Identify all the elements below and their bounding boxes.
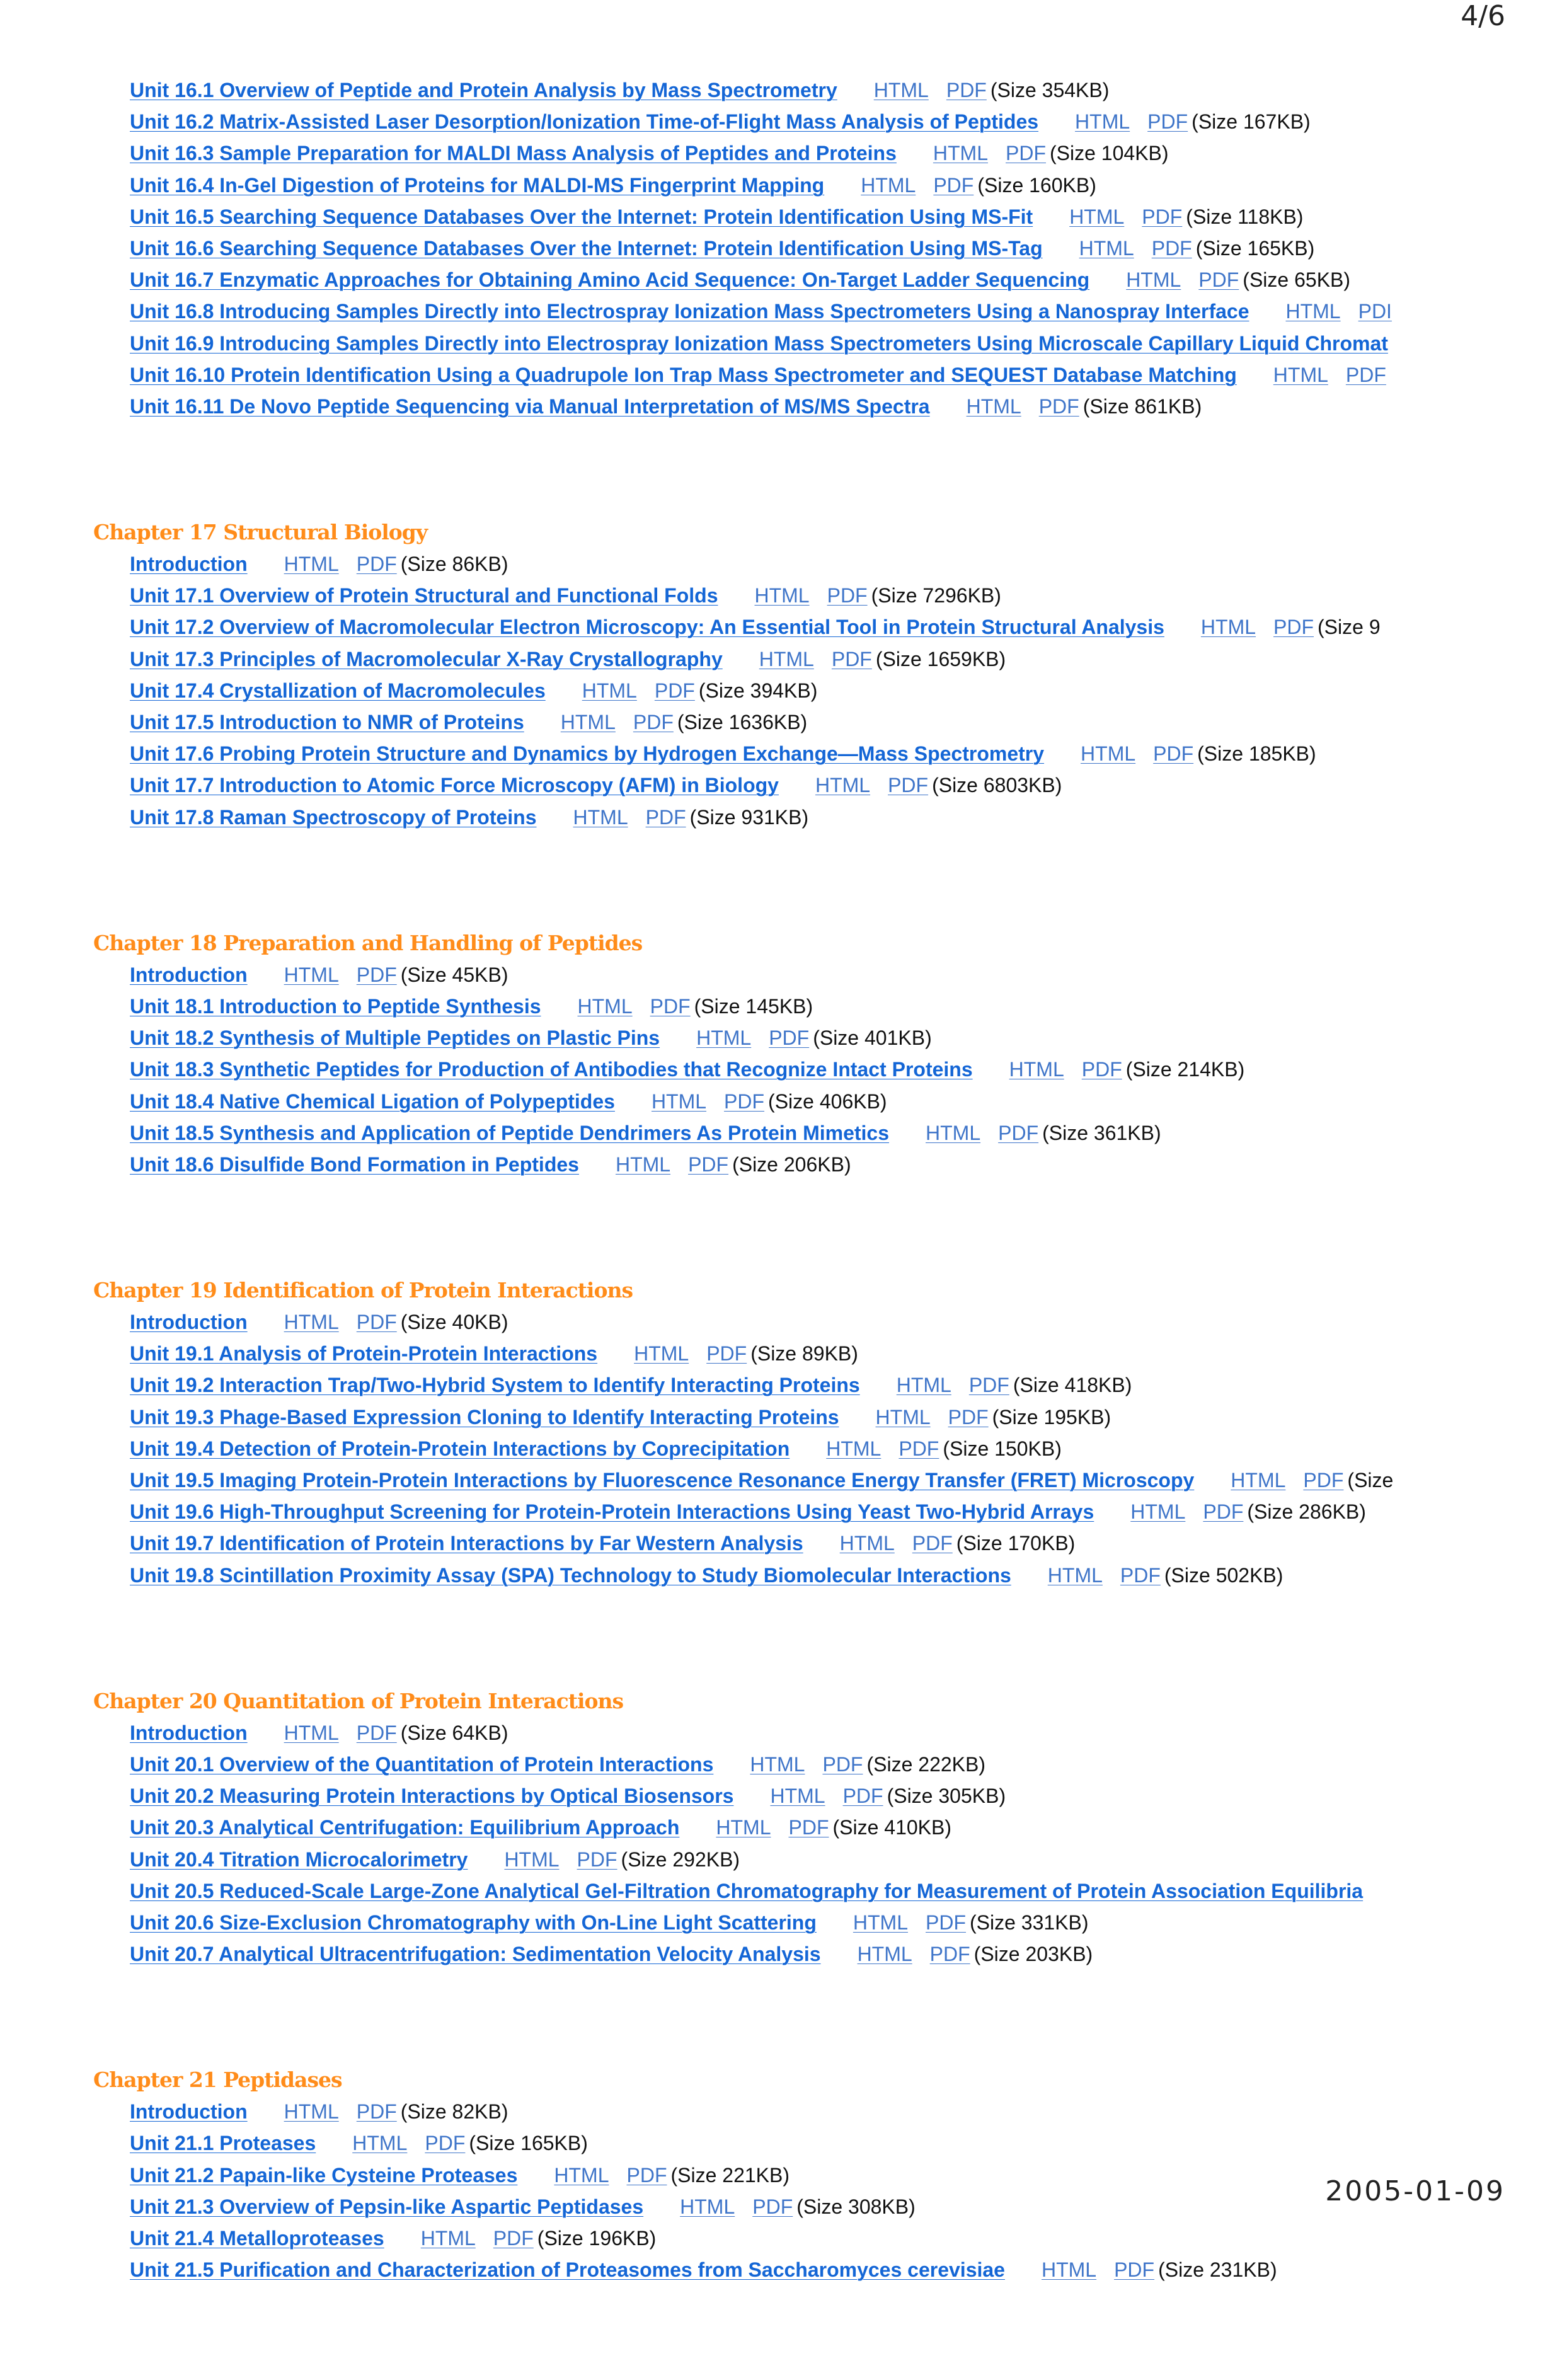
unit-title-link[interactable]: Unit 16.11 De Novo Peptide Sequencing via Manual Interpretation of MS/MS Spectra	[130, 394, 930, 418]
unit-row	[130, 170, 1498, 201]
unit-title-link[interactable]: Introduction	[130, 2100, 248, 2124]
unit-title-link[interactable]: Introduction	[130, 553, 248, 576]
pdf-link[interactable]: PDF	[842, 1785, 883, 1808]
pdf-link[interactable]: PDF	[1142, 205, 1183, 228]
unit-title-link[interactable]: Unit 16.10 Protein Identification Using a Quadrupole Ion Trap Mass Spectrometer and SEQUEST Database Matching	[130, 363, 1237, 386]
unit-title-link[interactable]: Unit 21.1 Proteases	[130, 2132, 316, 2155]
unit-row	[130, 2159, 1498, 2191]
unit-row	[130, 1907, 1498, 1938]
unit-row	[130, 201, 1498, 233]
unit-row	[130, 328, 1498, 359]
html-link[interactable]: HTML	[615, 1153, 671, 1176]
pdf-link[interactable]: PDF	[645, 805, 686, 829]
chapter-section	[93, 1686, 1498, 1970]
pdf-link[interactable]: PDF	[654, 679, 695, 702]
unit-row	[130, 1560, 1498, 1591]
unit-title-link[interactable]: Introduction	[130, 963, 248, 986]
file-size: (Size 354KB)	[990, 79, 1110, 101]
unit-row	[130, 391, 1498, 422]
file-size: (Size 145KB)	[694, 994, 813, 1018]
file-size: (Size 394KB)	[698, 679, 818, 702]
pdf-link[interactable]: PDF	[831, 647, 872, 670]
unit-title-link[interactable]: Unit 17.6 Probing Protein Structure and Dynamics by Hydrogen Exchange—Mass Spectrometry	[130, 742, 1045, 766]
unit-row	[130, 1780, 1498, 1812]
unit-row	[130, 769, 1498, 801]
unit-row	[130, 548, 1498, 580]
pdf-link[interactable]: PDF	[1038, 394, 1079, 418]
unit-row	[130, 2127, 1498, 2159]
chapter-title: Chapter 21 Peptidases	[93, 2067, 342, 2093]
unit-title-link[interactable]: Unit 19.3 Phage-Based Expression Cloning to Identify Interacting Proteins	[130, 1405, 839, 1429]
file-size: (Size 1659KB)	[875, 647, 1006, 670]
html-link[interactable]: HTML	[651, 1089, 707, 1113]
html-link[interactable]: HTML	[853, 1911, 908, 1934]
chapter-section	[93, 74, 1498, 422]
unit-title-link[interactable]: Unit 20.7 Analytical Ultracentrifugation: Sedimentation Velocity Analysis	[130, 1943, 821, 1966]
pdf-link[interactable]: PDF	[650, 994, 691, 1018]
html-link[interactable]: HTML	[926, 1121, 981, 1144]
html-link[interactable]: HTML	[1081, 742, 1136, 766]
html-link[interactable]: HTML	[896, 1374, 951, 1397]
unit-title-link[interactable]: Unit 16.5 Searching Sequence Databases Over the Internet: Protein Identification Using MS-Fit	[130, 205, 1033, 228]
html-link[interactable]: HTML	[284, 963, 339, 986]
html-link[interactable]: HTML	[1047, 1563, 1103, 1587]
unit-title-link[interactable]: Unit 19.2 Interaction Trap/Two-Hybrid System to Identify Interacting Proteins	[130, 1374, 860, 1397]
file-size: (Size 231KB)	[1158, 2258, 1277, 2282]
unit-title-link[interactable]: Unit 20.6 Size-Exclusion Chromatography with On-Line Light Scattering	[130, 1911, 817, 1934]
unit-title-link[interactable]: Unit 18.4 Native Chemical Ligation of Polypeptides	[130, 1089, 615, 1113]
html-link[interactable]: HTML	[754, 584, 810, 607]
file-size: (Size 292KB)	[621, 1848, 740, 1871]
chapter-section	[93, 2064, 1498, 2285]
unit-title-link[interactable]: Unit 20.4 Titration Microcalorimetry	[130, 1848, 468, 1871]
unit-row	[130, 296, 1498, 327]
file-size: (Size 931KB)	[689, 805, 809, 829]
unit-title-link[interactable]: Unit 19.7 Identification of Protein Interactions by Far Western Analysis	[130, 1532, 803, 1555]
unit-title-link[interactable]: Unit 19.8 Scintillation Proximity Assay (SPA) Technology to Study Biomolecular Interactions	[130, 1563, 1011, 1587]
pdf-link[interactable]: PDF	[425, 2132, 466, 2155]
pdf-link[interactable]: PDF	[493, 2227, 534, 2250]
pdf-link[interactable]: PDF	[1203, 1500, 1244, 1524]
file-size: (Size 165KB)	[469, 2132, 588, 2155]
chapter-section	[93, 1275, 1498, 1591]
unit-row	[130, 2191, 1498, 2222]
unit-title-link[interactable]: Unit 17.4 Crystallization of Macromolecules	[130, 679, 546, 702]
unit-title-link[interactable]: Unit 17.5 Introduction to NMR of Proteins	[130, 711, 524, 733]
unit-row	[130, 1496, 1498, 1527]
pdf-link[interactable]: PDF	[724, 1089, 765, 1113]
unit-title-link[interactable]: Unit 20.5 Reduced-Scale Large-Zone Analytical Gel-Filtration Chromatography for Measurement of Protein Association Equilibria	[130, 1879, 1364, 1902]
unit-title-link[interactable]: Unit 16.7 Enzymatic Approaches for Obtaining Amino Acid Sequence: On-Target Ladder Sequencing	[130, 268, 1090, 292]
pdf-link[interactable]: PDF	[933, 173, 974, 197]
file-size: (Size 65KB)	[1243, 268, 1351, 292]
unit-title-link[interactable]: Unit 16.3 Sample Preparation for MALDI Mass Analysis of Peptides and Proteins	[130, 142, 897, 165]
unit-row	[130, 1401, 1498, 1433]
html-link[interactable]: HTML	[352, 2132, 408, 2155]
print-date: 2005-01-09	[1325, 2175, 1505, 2207]
html-link[interactable]: HTML	[1273, 363, 1328, 386]
unit-title-link[interactable]: Unit 16.2 Matrix-Assisted Laser Desorption/Ionization Time-of-Flight Mass Analysis of Peptides	[130, 110, 1039, 134]
file-size: (Size 165KB)	[1195, 236, 1315, 260]
file-size: (Size 222KB)	[866, 1752, 985, 1776]
html-link[interactable]: HTML	[861, 173, 916, 197]
unit-title-link[interactable]: Unit 19.6 High-Throughput Screening for Protein-Protein Interactions Using Yeast Two-Hybrid Arrays	[130, 1500, 1094, 1524]
html-link[interactable]: HTML	[420, 2227, 476, 2250]
pdf-link[interactable]: PDF	[899, 1437, 939, 1460]
html-link[interactable]: HTML	[284, 553, 339, 576]
unit-title-link[interactable]: Unit 19.5 Imaging Protein-Protein Interactions by Fluorescence Resonance Energy Transfer (FRET) Microscopy	[130, 1469, 1195, 1492]
pdf-link[interactable]: PDF	[1345, 363, 1386, 386]
unit-list	[93, 74, 1498, 422]
unit-row	[130, 991, 1498, 1022]
unit-row	[130, 1749, 1498, 1780]
pdf-link[interactable]: PDF	[356, 1721, 397, 1744]
unit-list	[93, 2096, 1498, 2285]
unit-title-link[interactable]: Unit 16.9 Introducing Samples Directly into Electrospray Ionization Mass Spectrometers Using Microscale Capillary Liquid Chromat	[130, 331, 1388, 355]
html-link[interactable]: HTML	[815, 774, 871, 797]
unit-row	[130, 611, 1498, 643]
pdf-link[interactable]: PDF	[769, 1026, 810, 1050]
unit-row	[130, 580, 1498, 611]
pdf-link[interactable]: PDF	[1114, 2258, 1155, 2282]
unit-row	[130, 1812, 1498, 1843]
unit-row	[130, 1875, 1498, 1907]
unit-title-link[interactable]: Unit 21.2 Papain-like Cysteine Proteases	[130, 2163, 518, 2187]
file-size: (Size 203KB)	[973, 1943, 1093, 1966]
unit-row	[130, 1433, 1498, 1464]
chapter-title: Chapter 20 Quantitation of Protein Interactions	[93, 1688, 624, 1713]
unit-row	[130, 1022, 1498, 1054]
file-size: (Size 410KB)	[832, 1816, 952, 1839]
file-size: (Size 401KB)	[813, 1026, 932, 1050]
unit-title-link[interactable]: Unit 19.1 Analysis of Protein-Protein Interactions	[130, 1342, 598, 1365]
pdf-link[interactable]: PDF	[706, 1342, 747, 1365]
unit-row	[130, 1527, 1498, 1559]
unit-row	[130, 2254, 1498, 2285]
unit-row	[130, 264, 1498, 296]
unit-row	[130, 1844, 1498, 1875]
pdf-link[interactable]: PDF	[822, 1752, 863, 1776]
html-link[interactable]: HTML	[1130, 1500, 1186, 1524]
chapter-title: Chapter 18 Preparation and Handling of Peptides	[93, 930, 643, 955]
unit-title-link[interactable]: Unit 18.3 Synthetic Peptides for Production of Antibodies that Recognize Intact Proteins	[130, 1058, 973, 1081]
file-size: (Size 1636KB)	[677, 711, 808, 733]
file-size: (Size 502KB)	[1164, 1563, 1283, 1587]
html-link[interactable]: HTML	[284, 1721, 339, 1744]
html-link[interactable]: HTML	[1200, 616, 1256, 639]
html-link[interactable]: HTML	[873, 79, 929, 101]
pdf-link[interactable]: PDF	[1273, 616, 1314, 639]
html-link[interactable]: HTML	[577, 994, 633, 1018]
file-size: (Size 64KB)	[400, 1721, 508, 1744]
pdf-link[interactable]: PDF	[1303, 1469, 1344, 1492]
html-link[interactable]: HTML	[857, 1943, 912, 1966]
pdf-link[interactable]: PDF	[752, 2195, 793, 2218]
html-link[interactable]: HTML	[759, 647, 814, 670]
file-size: (Size 195KB)	[992, 1405, 1111, 1429]
html-link[interactable]: HTML	[966, 394, 1021, 418]
chapter-section	[93, 517, 1498, 833]
file-size: (Size 150KB)	[943, 1437, 1062, 1460]
unit-row	[130, 1338, 1498, 1369]
html-link[interactable]: HTML	[554, 2163, 609, 2187]
unit-title-link[interactable]: Unit 16.8 Introducing Samples Directly into Electrospray Ionization Mass Spectrometers Using a Nanospray Interface	[130, 300, 1249, 323]
file-size: (Size 418KB)	[1013, 1374, 1132, 1397]
html-link[interactable]: HTML	[1075, 110, 1130, 134]
unit-title-link[interactable]: Unit 20.1 Overview of the Quantitation of Protein Interactions	[130, 1752, 714, 1776]
html-link[interactable]: HTML	[582, 679, 637, 702]
file-size: (Size 185KB)	[1197, 742, 1316, 766]
pdf-link[interactable]: PDF	[356, 2100, 397, 2124]
html-link[interactable]: HTML	[284, 2100, 339, 2124]
file-size: (Size 305KB)	[887, 1785, 1006, 1808]
unit-title-link[interactable]: Unit 19.4 Detection of Protein-Protein Interactions by Coprecipitation	[130, 1437, 790, 1460]
unit-title-link[interactable]: Unit 18.2 Synthesis of Multiple Peptides on Plastic Pins	[130, 1026, 660, 1050]
file-size: (Size 861KB)	[1082, 394, 1202, 418]
unit-title-link[interactable]: Introduction	[130, 1721, 248, 1744]
file-size: (Size 89KB)	[750, 1342, 858, 1365]
pdf-link[interactable]: PDF	[1147, 110, 1188, 134]
unit-row	[130, 706, 1498, 738]
unit-row	[130, 1149, 1498, 1180]
pdf-link[interactable]: PDF	[1198, 268, 1239, 292]
file-size: (Size 40KB)	[400, 1311, 508, 1334]
pdf-link[interactable]: PDF	[926, 1911, 966, 1934]
unit-list	[93, 959, 1498, 1180]
html-link[interactable]: HTML	[750, 1752, 805, 1776]
html-link[interactable]: HTML	[1069, 205, 1125, 228]
file-size: (Size 331KB)	[970, 1911, 1089, 1934]
unit-row	[130, 675, 1498, 706]
page-number: 4/6	[1461, 0, 1505, 32]
file-size: (Size 45KB)	[400, 963, 508, 986]
unit-row	[130, 959, 1498, 991]
unit-title-link[interactable]: Unit 17.3 Principles of Macromolecular X-Ray Crystallography	[130, 647, 723, 670]
unit-row	[130, 2096, 1498, 2127]
file-size: (Size 7296KB)	[871, 584, 1001, 607]
html-link[interactable]: HTML	[1285, 300, 1341, 323]
unit-title-link[interactable]: Introduction	[130, 1311, 248, 1334]
unit-title-link[interactable]: Unit 21.5 Purification and Characterization of Proteasomes from Saccharomyces cerevisiae	[130, 2258, 1005, 2282]
pdf-link[interactable]: PDF	[688, 1153, 729, 1176]
pdf-link[interactable]: PDF	[633, 711, 674, 733]
pdf-link[interactable]: PDI	[1358, 300, 1392, 323]
pdf-link[interactable]: PDF	[577, 1848, 617, 1871]
unit-title-link[interactable]: Unit 20.3 Analytical Centrifugation: Equilibrium Approach	[130, 1816, 680, 1839]
html-link[interactable]: HTML	[1009, 1058, 1064, 1081]
file-size: (Size 170KB)	[956, 1532, 1076, 1555]
file-size: (Size 196KB)	[537, 2227, 657, 2250]
unit-list	[93, 1306, 1498, 1591]
chapter-title: Chapter 19 Identification of Protein Interactions	[93, 1278, 633, 1303]
unit-title-link[interactable]: Unit 16.6 Searching Sequence Databases Over the Internet: Protein Identification Using MS-Tag	[130, 236, 1043, 260]
unit-title-link[interactable]: Unit 16.4 In-Gel Digestion of Proteins for MALDI-MS Fingerprint Mapping	[130, 173, 825, 197]
file-size: (Size 308KB)	[796, 2195, 916, 2218]
file-size: (Size 104KB)	[1050, 142, 1169, 165]
file-size: (Size 167KB)	[1192, 110, 1311, 134]
unit-row	[130, 1054, 1498, 1085]
chapter-list	[93, 74, 1498, 2380]
html-link[interactable]: HTML	[504, 1848, 560, 1871]
unit-row	[130, 1717, 1498, 1749]
html-link[interactable]: HTML	[1126, 268, 1181, 292]
unit-row	[130, 643, 1498, 675]
pdf-link[interactable]: PDF	[968, 1374, 1009, 1397]
unit-title-link[interactable]: Unit 21.4 Metalloproteases	[130, 2227, 384, 2250]
unit-title-link[interactable]: Unit 17.7 Introduction to Atomic Force Microscopy (AFM) in Biology	[130, 774, 779, 797]
chapter-section	[93, 928, 1498, 1180]
unit-title-link[interactable]: Unit 18.1 Introduction to Peptide Synthesis	[130, 994, 541, 1018]
file-size: (Size 118KB)	[1186, 205, 1304, 228]
pdf-link[interactable]: PDF	[356, 963, 397, 986]
unit-row	[130, 802, 1498, 833]
unit-row	[130, 233, 1498, 264]
unit-row	[130, 1117, 1498, 1149]
html-link[interactable]: HTML	[573, 805, 628, 829]
file-size: (Size 82KB)	[400, 2100, 508, 2124]
file-size: (Size 361KB)	[1042, 1121, 1161, 1144]
html-link[interactable]: HTML	[1041, 2258, 1097, 2282]
pdf-link[interactable]: PDF	[998, 1121, 1039, 1144]
html-link[interactable]: HTML	[716, 1816, 771, 1839]
pdf-link[interactable]: PDF	[1153, 742, 1194, 766]
pdf-link[interactable]: PDF	[912, 1532, 953, 1555]
unit-title-link[interactable]: Unit 20.2 Measuring Protein Interactions by Optical Biosensors	[130, 1785, 734, 1808]
file-size: (Size 221KB)	[670, 2163, 790, 2187]
pdf-link[interactable]: PDF	[356, 1311, 397, 1334]
html-link[interactable]: HTML	[933, 142, 988, 165]
html-link[interactable]: HTML	[680, 2195, 735, 2218]
unit-title-link[interactable]: Unit 17.2 Overview of Macromolecular Electron Microscopy: An Essential Tool in Protein Structural Analysis	[130, 616, 1164, 639]
unit-title-link[interactable]: Unit 18.5 Synthesis and Application of Peptide Dendrimers As Protein Mimetics	[130, 1121, 889, 1144]
file-size: (Size 286KB)	[1247, 1500, 1366, 1524]
unit-row	[130, 1464, 1498, 1496]
unit-row	[130, 738, 1498, 769]
html-link[interactable]: HTML	[634, 1342, 689, 1365]
unit-list	[93, 548, 1498, 833]
unit-row	[130, 1369, 1498, 1401]
unit-row	[130, 359, 1498, 391]
html-link[interactable]: HTML	[839, 1532, 895, 1555]
file-size: (Size 206KB)	[732, 1153, 851, 1176]
pdf-link[interactable]: PDF	[827, 584, 868, 607]
html-link[interactable]: HTML	[696, 1026, 752, 1050]
html-link[interactable]: HTML	[875, 1405, 931, 1429]
pdf-link[interactable]: PDF	[626, 2163, 667, 2187]
unit-row	[130, 1938, 1498, 1970]
html-link[interactable]: HTML	[284, 1311, 339, 1334]
unit-row	[130, 137, 1498, 169]
unit-row	[130, 2222, 1498, 2254]
html-link[interactable]: HTML	[1231, 1469, 1286, 1492]
pdf-link[interactable]: PDF	[946, 79, 987, 101]
pdf-link[interactable]: PDF	[1081, 1058, 1122, 1081]
unit-row	[130, 1086, 1498, 1117]
pdf-link[interactable]: PDF	[1120, 1563, 1161, 1587]
chapter-title: Chapter 17 Structural Biology	[93, 520, 428, 545]
pdf-link[interactable]: PDF	[1006, 142, 1046, 165]
html-link[interactable]: HTML	[1079, 236, 1134, 260]
pdf-link[interactable]: PDF	[1151, 236, 1192, 260]
unit-row	[130, 74, 1498, 106]
file-size: (Size 406KB)	[768, 1089, 887, 1113]
file-size: (Size	[1347, 1469, 1394, 1492]
html-link[interactable]: HTML	[770, 1785, 825, 1808]
unit-title-link[interactable]: Unit 21.3 Overview of Pepsin-like Aspartic Peptidases	[130, 2195, 644, 2218]
unit-row	[130, 106, 1498, 137]
unit-row	[130, 1306, 1498, 1338]
pdf-link[interactable]: PDF	[356, 553, 397, 576]
pdf-link[interactable]: PDF	[788, 1816, 829, 1839]
pdf-link[interactable]: PDF	[888, 774, 929, 797]
unit-title-link[interactable]: Unit 17.1 Overview of Protein Structural and Functional Folds	[130, 584, 718, 607]
file-size: (Size 9	[1318, 616, 1381, 639]
file-size: (Size 214KB)	[1125, 1058, 1245, 1081]
file-size: (Size 6803KB)	[932, 774, 1062, 797]
unit-title-link[interactable]: Unit 18.6 Disulfide Bond Formation in Peptides	[130, 1153, 579, 1176]
pdf-link[interactable]: PDF	[948, 1405, 989, 1429]
unit-title-link[interactable]: Unit 17.8 Raman Spectroscopy of Proteins	[130, 805, 537, 829]
html-link[interactable]: HTML	[560, 711, 616, 733]
pdf-link[interactable]: PDF	[929, 1943, 970, 1966]
file-size: (Size 86KB)	[400, 553, 508, 576]
unit-list	[93, 1717, 1498, 1970]
html-link[interactable]: HTML	[826, 1437, 881, 1460]
file-size: (Size 160KB)	[977, 173, 1096, 197]
unit-title-link[interactable]: Unit 16.1 Overview of Peptide and Protein Analysis by Mass Spectrometry	[130, 79, 837, 101]
